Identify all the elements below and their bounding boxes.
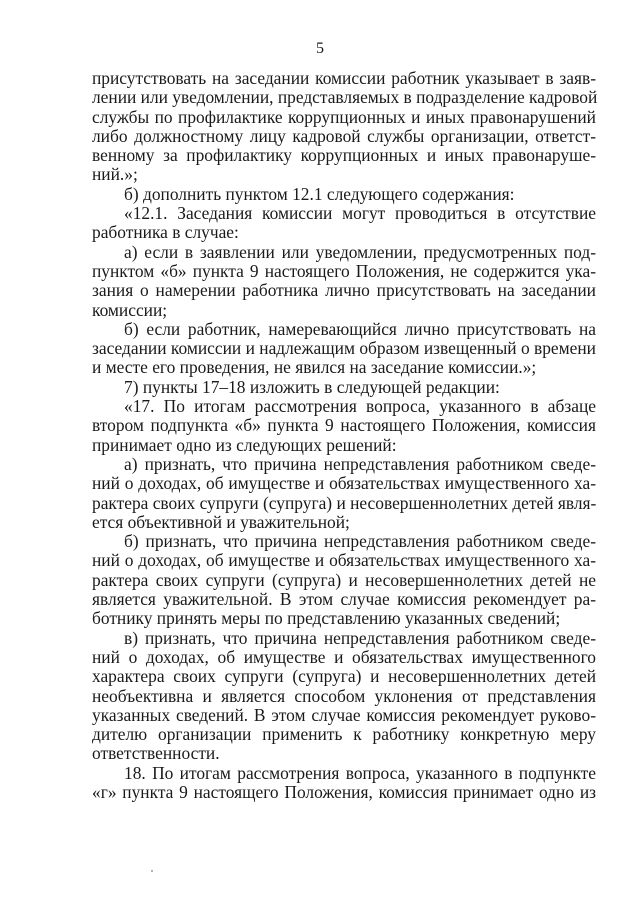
text-line: 18. По итогам рассмотрения вопроса, указанного в подпункте <box>124 762 596 783</box>
text-line: ний.»; <box>92 164 138 185</box>
text-line: ботнику принять меры по представлению указанных сведений; <box>92 608 561 629</box>
document-body <box>92 69 596 802</box>
text-line: и месте его проведения, не явился на заседание комиссии.»; <box>92 357 537 378</box>
text-line: втором подпункта «б» пункта 9 настоящего Положения, комиссия <box>92 415 596 436</box>
text-line: венному за профилактику коррупционных и иных правонаруше- <box>92 145 596 166</box>
text-line: ний о доходах, об имуществе и обязательствах имущественного <box>92 646 596 667</box>
text-line: а) признать, что причина непредставления работником сведе- <box>124 453 596 474</box>
text-line: в) признать, что причина непредставления работником сведе- <box>124 627 596 648</box>
text-line: б) если работник, намеревающийся лично присутствовать на <box>124 318 596 339</box>
text-line: ется объективной и уважительной; <box>92 511 350 532</box>
text-line: 7) пункты 17–18 изложить в следующей редакции: <box>124 376 500 397</box>
text-line: пунктом «б» пункта 9 настоящего Положения, не содержится ука- <box>92 260 596 281</box>
text-line: «12.1. Заседания комиссии могут проводиться в отсутствие <box>124 203 596 224</box>
text-line: либо должностному лицу кадровой службы организации, ответст- <box>92 125 596 146</box>
text-line: зания о намерении работника лично присутствовать на заседании <box>92 280 596 301</box>
text-line: рактера своих супруги (супруга) и несовершеннолетних детей не <box>92 569 596 590</box>
text-line: ответственности. <box>92 743 220 764</box>
text-line: характера своих супруги (супруга) и несовершеннолетних детей <box>92 666 596 687</box>
text-line: присутствовать на заседании комиссии работник указывает в заяв- <box>92 68 596 88</box>
text-line: указанных сведений. В этом случае комиссия рекомендует руково- <box>92 704 596 725</box>
scan-speck <box>151 870 153 872</box>
text-line: работника в случае: <box>92 222 239 243</box>
text-line: б) дополнить пунктом 12.1 следующего содержания: <box>124 183 515 204</box>
page-number: 5 <box>316 40 324 57</box>
text-line: «17. По итогам рассмотрения вопроса, указанного в абзаце <box>124 396 596 417</box>
text-line: принимает одно из следующих решений: <box>92 434 397 455</box>
text-line: рактера своих супруги (супруга) и несовершеннолетних детей явля- <box>92 492 597 513</box>
text-line: заседании комиссии и надлежащим образом извещенный о времени <box>92 338 596 359</box>
text-line: ний о доходах, об имуществе и обязательствах имущественного ха- <box>92 473 596 494</box>
text-line: б) признать, что причина непредставления работником сведе- <box>124 531 596 552</box>
text-line: «г» пункта 9 настоящего Положения, комиссия принимает одно из <box>92 781 596 802</box>
text-line: является уважительной. В этом случае комиссия рекомендует ра- <box>92 589 596 610</box>
text-line: комиссии; <box>92 299 168 320</box>
text-line: дителю организации применить к работнику конкретную меру <box>92 724 596 745</box>
text-line: необъективна и является способом уклонения от представления <box>92 685 596 706</box>
text-line: ний о доходах, об имуществе и обязательствах имущественного ха- <box>92 550 596 571</box>
text-line: лении или уведомлении, представляемых в подразделение кадровой <box>92 87 598 108</box>
text-line: службы по профилактике коррупционных и иных правонарушений <box>92 106 596 127</box>
text-line: а) если в заявлении или уведомлении, предусмотренных под- <box>124 241 596 262</box>
